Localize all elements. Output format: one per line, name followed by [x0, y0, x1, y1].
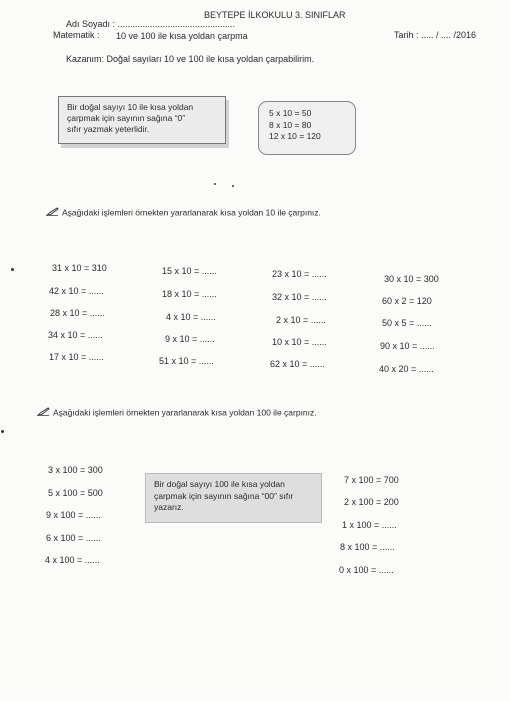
section1-instruction	[46, 207, 321, 217]
problem-item: 15 x 10 = ......	[162, 266, 217, 276]
problem-item: 4 x 100 = ......	[45, 555, 100, 565]
problem-item: 60 x 2 = 120	[382, 296, 432, 306]
rule-line: çarpmak için sayının sağına “00” sıfır	[154, 490, 294, 501]
scan-speck	[232, 185, 234, 187]
school-title: BEYTEPE İLKOKULU 3. SINIFLAR	[204, 10, 346, 20]
problem-item: 1 x 100 = ......	[342, 520, 397, 530]
rule-line: çarpmak için sayının sağına “0”	[67, 113, 186, 123]
problem-item: 62 x 10 = ......	[270, 359, 325, 369]
example-line: 12 x 10 = 120	[269, 131, 321, 141]
name-field-label: Adı Soyadı : ...............................................	[66, 19, 236, 29]
problem-item: 9 x 100 = ......	[46, 510, 101, 520]
topic-label: 10 ve 100 ile kısa yoldan çarpma	[116, 31, 248, 41]
scan-speck	[11, 268, 14, 271]
problem-item: 10 x 10 = ......	[272, 337, 327, 347]
problem-item: 2 x 100 = 200	[344, 497, 399, 507]
problem-item: 51 x 10 = ......	[159, 356, 214, 366]
problem-item: 32 x 10 = ......	[272, 292, 327, 302]
section2-instruction	[37, 407, 317, 417]
rule-box-10	[58, 96, 226, 144]
scan-speck	[1, 430, 4, 433]
scan-speck	[214, 183, 216, 185]
problem-item: 42 x 10 = ......	[49, 286, 104, 296]
problem-item: 18 x 10 = ......	[162, 289, 217, 299]
problem-item: 17 x 10 = ......	[49, 352, 104, 362]
instruction-text: Aşağıdaki işlemleri örnekten yararlanarak kısa yoldan 10 ile çarpınız.	[62, 207, 321, 218]
problem-item: 40 x 20 = ......	[379, 364, 434, 374]
rule-line: Bir doğal sayıyı 10 ile kısa yoldan	[67, 102, 194, 112]
problem-item: 5 x 100 = 500	[48, 488, 103, 498]
rule-box-100	[145, 473, 322, 523]
problem-item: 2 x 10 = ......	[276, 315, 326, 325]
problem-item: 8 x 100 = ......	[340, 542, 395, 552]
example-box	[258, 101, 356, 155]
subject-label: Matematik :	[53, 30, 100, 40]
rule-line: yazarız.	[154, 502, 184, 512]
rule-line: sıfır yazmak yeterlidir.	[67, 124, 150, 134]
pencil-icon	[46, 207, 59, 216]
problem-item: 90 x 10 = ......	[380, 341, 435, 351]
problem-item: 6 x 100 = ......	[46, 533, 101, 543]
problem-item: 50 x 5 = ......	[382, 318, 432, 328]
pencil-icon	[37, 407, 50, 416]
rule-line: Bir doğal sayıyı 100 ile kısa yoldan	[154, 479, 285, 489]
problem-item: 4 x 10 = ......	[166, 312, 216, 322]
problem-item: 30 x 10 = 300	[384, 274, 439, 284]
problem-item: 9 x 10 = ......	[165, 334, 215, 344]
example-line: 8 x 10 = 80	[269, 119, 312, 130]
problem-item: 0 x 100 = ......	[339, 565, 394, 575]
problem-item: 3 x 100 = 300	[48, 465, 103, 475]
date-field-label: Tarih : ..... / .... /2016	[394, 30, 477, 40]
problem-item: 7 x 100 = 700	[344, 475, 399, 485]
problem-item: 31 x 10 = 310	[52, 263, 107, 273]
problem-item: 23 x 10 = ......	[272, 269, 327, 279]
instruction-text: Aşağıdaki işlemleri örnekten yararlanarak kısa yoldan 100 ile çarpınız.	[53, 407, 317, 418]
problem-item: 34 x 10 = ......	[48, 330, 103, 340]
example-line: 5 x 10 = 50	[269, 108, 312, 118]
problem-item: 28 x 10 = ......	[50, 308, 105, 318]
objective-text: Kazanım: Doğal sayıları 10 ve 100 ile kısa yoldan çarpabilirim.	[66, 54, 315, 64]
